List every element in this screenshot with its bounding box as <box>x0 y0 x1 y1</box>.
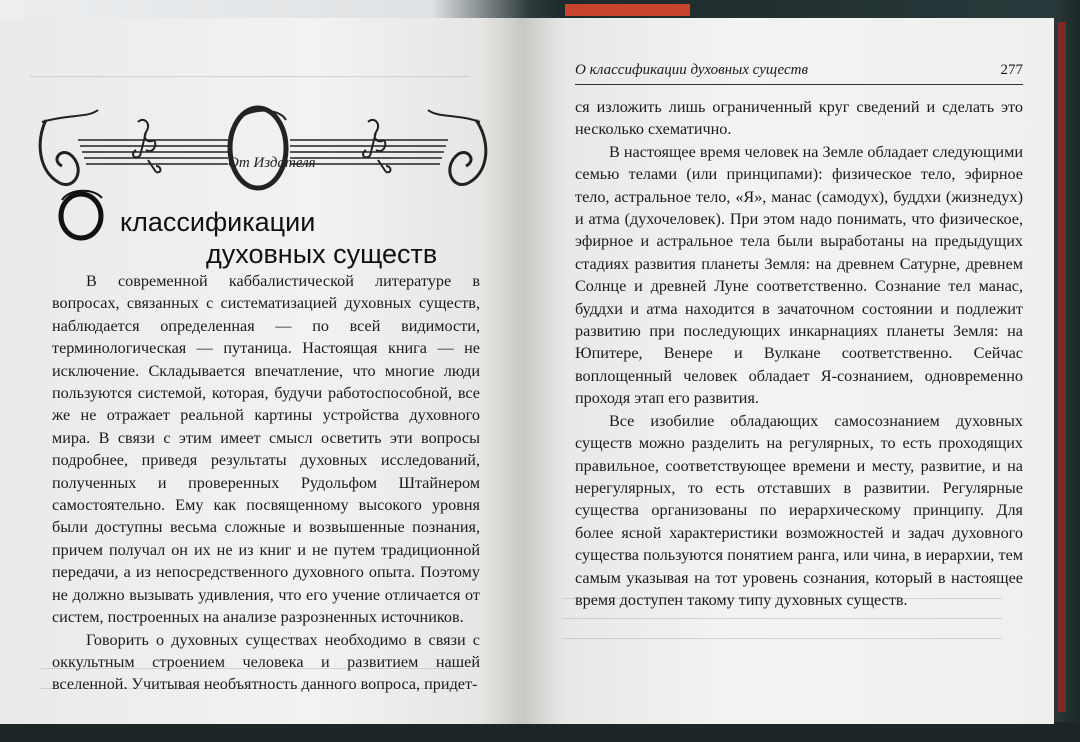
running-title: О классификации духовных существ <box>575 62 809 78</box>
paragraph: Все изобилие обладающих самосознанием духовных существ можно разделить на регулярных, то есть проходящих правильное, соответствующее времени и месту, развитие, и на нерегулярных, то есть отставших в развитии. Регулярные существа организованы по иерархическому принципу. Для более ясной характеристики возможностей и задач духовного существа пользуются понятием ранга, или чина, в иерархии, тем самым указывая на тот уровень сознания, который в настоящее время доступен такому типу духовных существ. <box>575 411 1023 609</box>
right-body-text <box>575 96 1023 611</box>
paragraph: ся изложить лишь ограниченный круг сведений и сделать это несколько схематично. <box>575 98 1023 139</box>
chapter-title-line2: духовных существ <box>206 239 438 269</box>
editor-label: От Издателя <box>228 155 316 171</box>
left-body-text <box>52 270 480 696</box>
page-number: 277 <box>1000 62 1023 78</box>
bookmark-ribbon <box>565 4 690 16</box>
right-page <box>522 18 1054 724</box>
paragraph: Говорить о духовных существах необходимо в связи с оккультным строением человека и развитием нашей вселенной. Учитывая необъятность данного вопроса, придет- <box>52 630 480 694</box>
chapter-title-line1: классификации <box>120 207 316 237</box>
running-header <box>575 62 1023 85</box>
chapter-ornament <box>28 100 498 200</box>
paragraph: В настоящее время человек на Земле обладает следующими семью телами (или принципами): физическое тело, эфирное тело, астральное тело, «Я», манас (самодух), буддхи (жизнедух) и атма (духочеловек). При этом надо понимать, что физическое, эфирное и астральное тела были выработаны на предыдущих стадиях развития планеты Земля: на древнем Сатурне, древнем Солнце и древней Луне соответственно. Сознание тел манас, буддхи и атма находится в зачаточном состоянии и подлежит развитию при последующих инкарнациях планеты Земля: на Юпитере, Венере и Вулкане соответственно. Сейчас воплощенный человек обладает Я-сознанием, одновременно проходя этап его развития. <box>575 142 1023 408</box>
chapter-title <box>106 206 486 270</box>
bleed-through-line <box>562 638 1002 639</box>
book-cover-right <box>1052 0 1080 742</box>
left-page <box>0 18 522 724</box>
paragraph: В современной каббалистической литературе в вопросах, связанных с систематизацией духовных существ, наблюдается определенная — по всей видимости, терминологическая — путаница. Настоящая книга — не исключение. Складывается впечатление, что многие люди пользуются системой, которая, будучи работоспособной, все же не отражает реальной картины устройства духовного мира. В связи с этим имеет смысл осветить эти вопросы подробнее, приведя результаты духовных исследований, полученных и проверенных Рудольфом Штайнером самостоятельно. Ему как посвященному высокого уровня были доступны весьма сложные и возвышенные познания, причем получал он их не из книг и не путем традиционной передачи, а из непосредственного духовного опыта. Поэтому не должно вызывать удивления, что его учение отличается от систем, построенных на анализе разрозненных источников. <box>52 272 480 627</box>
cover-band <box>1058 22 1066 712</box>
drop-cap-o-icon <box>54 186 108 242</box>
bleed-through-line <box>30 76 470 77</box>
bleed-through-line <box>562 618 1002 619</box>
book-cover-bottom <box>0 722 1080 742</box>
